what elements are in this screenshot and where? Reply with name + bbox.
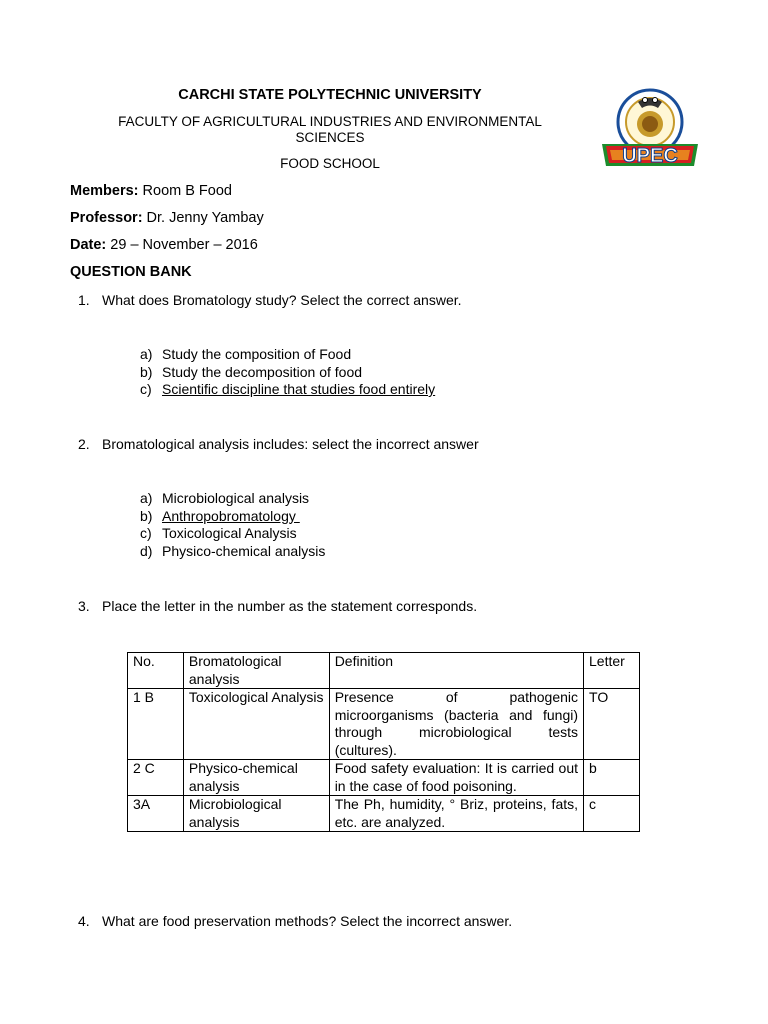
cell-analysis: Microbiological analysis [183,796,329,832]
members-label: Members: [70,183,139,199]
header-letter: Letter [584,653,640,689]
cell-definition: The Ph, humidity, ° Briz, proteins, fats, etc. are analyzed. [329,796,583,832]
option-letter: b) [140,507,153,524]
table-header-row [128,653,640,689]
option-text: Microbiological analysis [162,490,310,506]
professor-value: Dr. Jenny Yambay [142,210,264,226]
header-definition: Definition [329,653,583,689]
members-line [70,183,232,199]
matching-table [127,652,640,832]
option-c [140,381,435,399]
faculty-line-1: FACULTY OF AGRICULTURAL INDUSTRIES AND ENVIRONMENTAL [118,114,542,129]
option-letter: b) [140,363,153,380]
faculty-line-2: SCIENCES [295,130,365,145]
cell-letter: TO [584,689,640,760]
option-text: Physico-chemical analysis [162,542,326,559]
option-text-answer: Anthropobromatology [162,507,300,524]
date-line [70,237,258,253]
faculty-name [95,114,565,146]
table-row [128,796,640,832]
option-text-answer: Scientific discipline that studies food entirely [162,381,436,397]
option-b [140,508,325,526]
cell-no: 3A [128,796,184,832]
logo-emblem-icon [598,86,702,172]
option-text: Toxicological Analysis [162,525,297,541]
cell-letter: b [584,760,640,796]
cell-letter: c [584,796,640,832]
option-letter: c) [140,381,152,397]
option-a [140,346,435,364]
cell-definition: Food safety evaluation: It is carried out in the case of food poisoning. [329,760,583,796]
question-number: 1. [78,292,90,308]
university-logo [598,86,702,172]
date-value: 29 – November – 2016 [106,237,258,253]
question-text: What does Bromatology study? Select the correct answer. [102,292,462,308]
question-text: Place the letter in the number as the statement corresponds. [102,598,478,614]
option-d [140,543,325,561]
cell-analysis: Toxicological Analysis [183,689,329,760]
question-2 [78,436,479,452]
question-4 [78,913,512,929]
university-name: CARCHI STATE POLYTECHNIC UNIVERSITY [178,87,482,103]
question-2-options [140,490,325,560]
header-no: No. [128,653,184,689]
logo-text: UPEC [622,145,678,167]
question-3 [78,598,477,614]
table-row [128,689,640,760]
question-1 [78,292,462,308]
cell-analysis: Physico-chemical analysis [183,760,329,796]
cell-definition: Presence of pathogenic microorganisms (bacteria and fungi) through microbiological tests (cultures). [329,689,583,760]
question-text: Bromatological analysis includes: select the incorrect answer [102,436,479,452]
option-text: Study the decomposition of food [162,363,363,380]
option-letter: a) [140,490,153,506]
cell-no: 1 B [128,689,184,760]
option-b [140,364,435,382]
option-letter: c) [140,525,152,541]
option-text: Study the composition of Food [162,346,352,362]
members-value: Room B Food [138,183,232,199]
professor-label: Professor: [70,210,143,226]
option-a [140,490,325,508]
question-1-options [140,346,435,399]
option-letter: a) [140,346,153,362]
section-title: QUESTION BANK [70,264,192,280]
question-number: 3. [78,598,90,614]
table-row [128,760,640,796]
professor-line [70,210,264,226]
question-number: 2. [78,436,90,452]
option-letter: d) [140,542,153,559]
school-name: FOOD SCHOOL [280,156,380,171]
question-text: What are food preservation methods? Select the incorrect answer. [102,913,513,929]
cell-no: 2 C [128,760,184,796]
option-c [140,525,325,543]
header-analysis: Bromatological analysis [183,653,329,689]
question-number: 4. [78,913,90,929]
date-label: Date: [70,237,107,253]
